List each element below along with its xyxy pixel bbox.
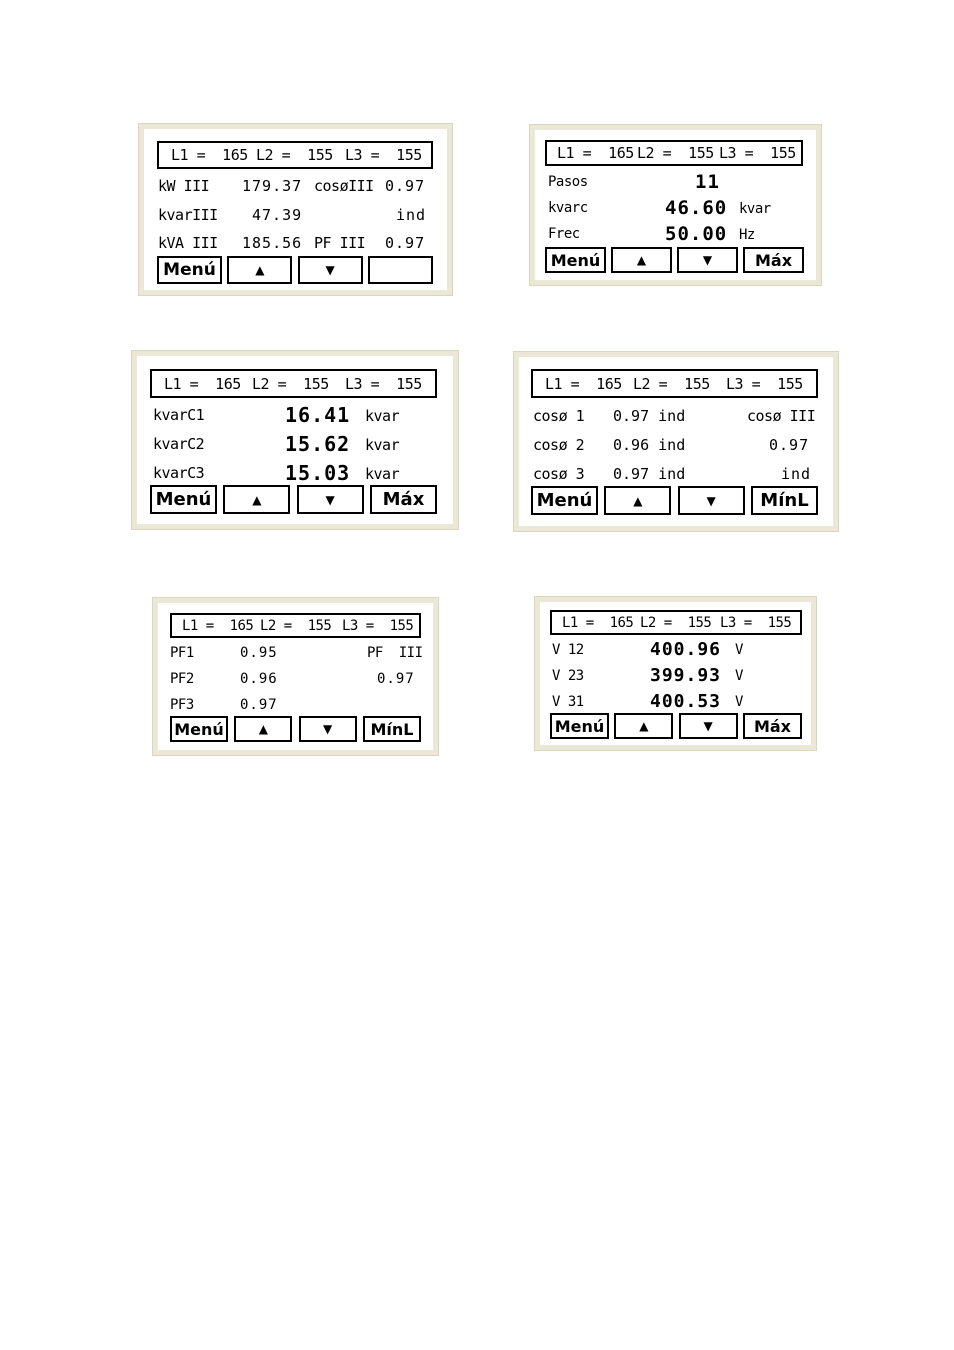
l3-current: L3 = 155	[726, 374, 803, 393]
l3-current: L3 = 155	[719, 144, 796, 162]
up-button[interactable]	[234, 716, 292, 742]
kvarc3-label: kvarC3	[153, 464, 205, 482]
softkey-bar	[550, 713, 802, 739]
line-current-header	[170, 613, 421, 638]
softkey-bar	[170, 716, 421, 742]
l3-current: L3 = 155	[345, 146, 422, 164]
line-current-header	[150, 369, 437, 398]
menu-button[interactable]: Menú	[550, 713, 609, 739]
pf-total-label: PF III	[367, 645, 423, 661]
kvarc2-value: 15.62	[285, 432, 351, 456]
kvarc-unit: kvar	[739, 201, 771, 217]
up-arrow-icon: ▲	[633, 493, 643, 508]
blank-softkey-button[interactable]	[368, 256, 433, 284]
down-arrow-icon: ▼	[703, 719, 713, 733]
cosphi3-label: cosø 3	[533, 465, 585, 483]
up-button[interactable]	[614, 713, 673, 739]
kw-label: kW III	[158, 177, 210, 195]
kvarc2-unit: kvar	[365, 436, 400, 454]
pf2-label: PF2	[170, 671, 194, 687]
max-button[interactable]: Máx	[743, 247, 804, 273]
l2-current: L2 = 155	[252, 374, 329, 393]
up-arrow-icon: ▲	[252, 492, 262, 507]
down-button[interactable]	[679, 713, 738, 739]
v31-unit: V	[735, 694, 743, 710]
l1-current: L1 = 165	[164, 374, 241, 393]
cosphi1-label: cosø 1	[533, 407, 585, 425]
v12-unit: V	[735, 642, 743, 658]
min-l-button[interactable]: MínL	[751, 486, 818, 515]
cosphi2-label: cosø 2	[533, 436, 585, 454]
down-arrow-icon: ▼	[325, 263, 335, 277]
v23-value: 399.93	[650, 665, 722, 686]
down-arrow-icon: ▼	[323, 722, 333, 736]
display-screen-power	[139, 124, 452, 295]
line-current-header	[545, 140, 803, 166]
frequency-value: 50.00	[665, 223, 728, 245]
l2-current: L2 = 155	[637, 144, 714, 162]
max-button[interactable]: Máx	[370, 485, 437, 514]
kvarc3-value: 15.03	[285, 461, 351, 485]
pf3-label: PF3	[170, 697, 194, 713]
max-button[interactable]: Máx	[743, 713, 802, 739]
kvarc1-label: kvarC1	[153, 406, 205, 424]
kvarc1-value: 16.41	[285, 403, 351, 427]
down-arrow-icon: ▼	[325, 492, 335, 507]
l3-current: L3 = 155	[345, 374, 422, 393]
kvar-type: ind	[396, 206, 427, 224]
frequency-label: Frec	[548, 226, 580, 242]
v23-label: V 23	[552, 668, 584, 684]
l3-current: L3 = 155	[342, 617, 414, 634]
pf-total-label: PF III	[314, 234, 366, 252]
display-screen-steps	[530, 125, 821, 285]
display-screen-power-factor	[153, 598, 438, 755]
min-l-button[interactable]: MínL	[363, 716, 421, 742]
l1-current: L1 = 165	[171, 146, 248, 164]
softkey-bar	[545, 247, 804, 273]
kvarc1-unit: kvar	[365, 407, 400, 425]
cosphi-total-label: cosøIII	[314, 177, 374, 195]
kvarc2-label: kvarC2	[153, 435, 205, 453]
kvar-label: kvarIII	[158, 206, 218, 224]
l1-current: L1 = 165	[557, 144, 634, 162]
pf1-label: PF1	[170, 645, 194, 661]
up-arrow-icon: ▲	[636, 253, 647, 267]
l1-current: L1 = 165	[545, 374, 622, 393]
down-arrow-icon: ▼	[706, 493, 716, 508]
kva-label: kVA III	[158, 234, 218, 252]
menu-button[interactable]: Menú	[531, 486, 598, 515]
l2-current: L2 = 155	[640, 614, 712, 631]
up-button[interactable]	[223, 485, 290, 514]
down-button[interactable]	[297, 485, 364, 514]
l2-current: L2 = 155	[633, 374, 710, 393]
kva-value: 185.56	[242, 234, 303, 252]
pf2-value: 0.96	[240, 671, 278, 687]
softkey-bar	[150, 485, 437, 514]
kvarc-label: kvarc	[548, 200, 588, 216]
steps-value: 11	[695, 171, 720, 193]
kvarc3-unit: kvar	[365, 465, 400, 483]
line-current-header	[550, 610, 802, 635]
up-button[interactable]	[227, 256, 292, 284]
v12-label: V 12	[552, 642, 584, 658]
cosphi1-value: 0.97 ind	[613, 407, 686, 425]
pf-total-value: 0.97	[385, 234, 426, 252]
frequency-unit: Hz	[739, 227, 755, 243]
display-screen-capacitor-kvar	[132, 351, 458, 529]
cosphi2-value: 0.96 ind	[613, 436, 686, 454]
down-arrow-icon: ▼	[702, 253, 713, 267]
pf1-value: 0.95	[240, 645, 278, 661]
cosphi3-value: 0.97 ind	[613, 465, 686, 483]
down-button[interactable]	[298, 256, 363, 284]
v12-value: 400.96	[650, 639, 722, 660]
down-button[interactable]	[299, 716, 357, 742]
steps-label: Pasos	[548, 174, 588, 190]
menu-button[interactable]: Menú	[157, 256, 222, 284]
up-arrow-icon: ▲	[258, 722, 268, 736]
cosphi-total-value: 0.97	[769, 436, 810, 454]
l2-current: L2 = 155	[260, 617, 332, 634]
up-button[interactable]	[604, 486, 671, 515]
kvar-value: 47.39	[252, 206, 303, 224]
menu-button[interactable]: Menú	[545, 247, 606, 273]
menu-button[interactable]: Menú	[170, 716, 228, 742]
cosphi-total-type: ind	[781, 465, 812, 483]
menu-button[interactable]: Menú	[150, 485, 217, 514]
softkey-bar	[157, 256, 433, 284]
softkey-bar	[531, 486, 818, 515]
display-screen-voltage	[535, 597, 816, 750]
kw-value: 179.37	[242, 177, 303, 195]
up-arrow-icon: ▲	[255, 263, 265, 277]
v23-unit: V	[735, 668, 743, 684]
cosphi-total-value: 0.97	[385, 177, 426, 195]
l1-current: L1 = 165	[562, 614, 634, 631]
line-current-header	[531, 369, 818, 398]
cosphi-total-label: cosø III	[747, 407, 816, 425]
l2-current: L2 = 155	[256, 146, 333, 164]
pf3-value: 0.97	[240, 697, 278, 713]
up-arrow-icon: ▲	[639, 719, 649, 733]
l1-current: L1 = 165	[182, 617, 254, 634]
up-button[interactable]	[611, 247, 672, 273]
v31-label: V 31	[552, 694, 584, 710]
display-screen-cosphi	[514, 352, 838, 531]
down-button[interactable]	[677, 247, 738, 273]
line-current-header	[157, 141, 433, 169]
pf-total-value: 0.97	[377, 671, 415, 687]
v31-value: 400.53	[650, 691, 722, 712]
kvarc-value: 46.60	[665, 197, 728, 219]
down-button[interactable]	[678, 486, 745, 515]
l3-current: L3 = 155	[720, 614, 792, 631]
